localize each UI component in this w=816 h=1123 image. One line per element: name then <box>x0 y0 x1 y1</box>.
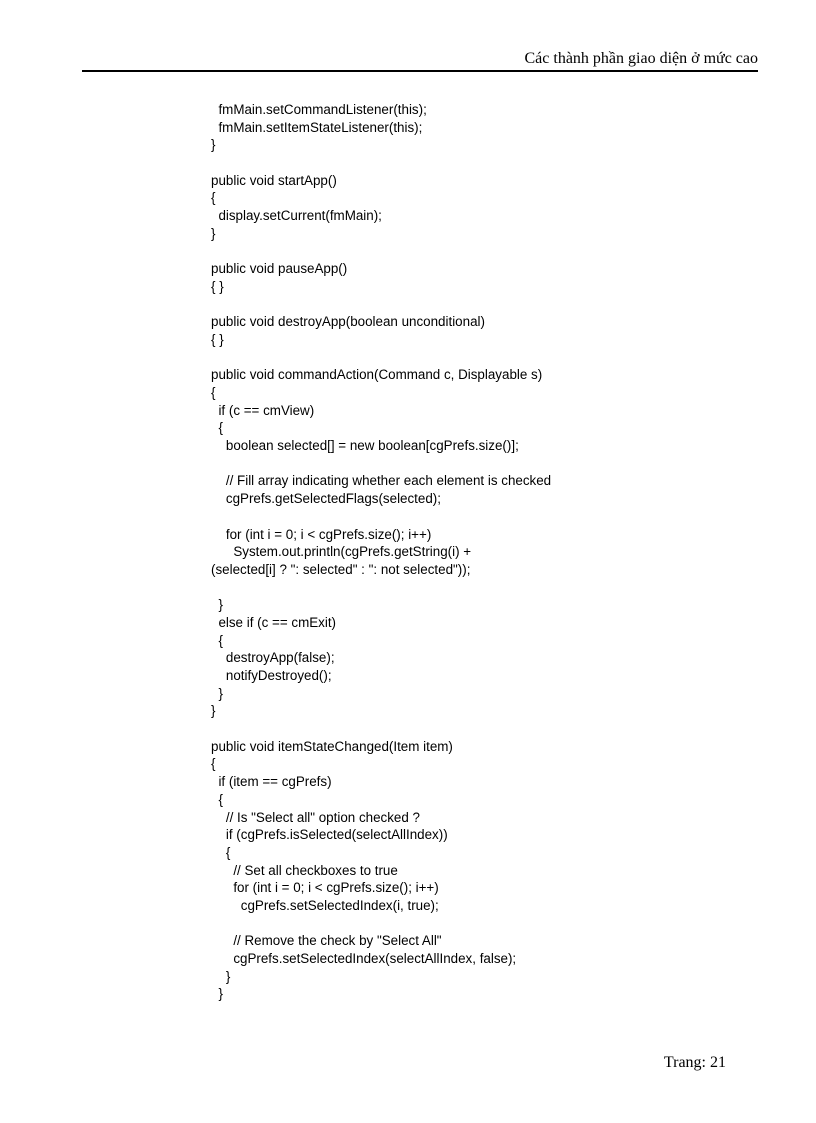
code-line: { <box>211 632 223 648</box>
code-line: public void destroyApp(boolean unconditional) <box>211 314 485 330</box>
code-line: cgPrefs.setSelectedIndex(i, true); <box>211 897 439 913</box>
code-line: for (int i = 0; i < cgPrefs.size(); i++) <box>211 526 432 542</box>
code-line: // Remove the check by "Select All" <box>211 933 442 949</box>
code-listing <box>211 101 771 1003</box>
code-line: fmMain.setCommandListener(this); <box>211 102 427 117</box>
code-line: // Set all checkboxes to true <box>211 862 398 878</box>
code-line: { <box>211 190 216 206</box>
code-line <box>211 296 771 314</box>
code-line: public void startApp() <box>211 172 337 188</box>
page-number: Trang: 21 <box>663 1054 726 1071</box>
code-line: } <box>211 986 223 1002</box>
code-line: { <box>211 420 223 436</box>
code-line: } <box>211 137 216 153</box>
code-line: { <box>211 756 216 772</box>
code-line: for (int i = 0; i < cgPrefs.size(); i++) <box>211 880 439 896</box>
page-header-title: Các thành phần giao diện ở mức cao <box>524 50 758 67</box>
code-line <box>211 508 771 526</box>
code-line <box>211 243 771 261</box>
code-line <box>211 349 771 367</box>
code-line: } <box>211 685 223 701</box>
code-line <box>211 915 771 933</box>
code-line: public void itemStateChanged(Item item) <box>211 738 453 754</box>
code-line: } <box>211 968 231 984</box>
code-line: { <box>211 791 223 807</box>
code-line: boolean selected[] = new boolean[cgPrefs.size()]; <box>211 438 519 454</box>
code-line: destroyApp(false); <box>211 650 335 666</box>
code-line: public void commandAction(Command c, Displayable s) <box>211 367 543 383</box>
code-line: else if (c == cmExit) <box>211 614 337 630</box>
code-line: fmMain.setItemStateListener(this); <box>211 119 423 135</box>
code-line: // Is "Select all" option checked ? <box>211 809 420 825</box>
code-line <box>211 455 771 473</box>
code-line: display.setCurrent(fmMain); <box>211 208 382 224</box>
code-line: { <box>211 385 216 400</box>
code-line: if (item == cgPrefs) <box>211 774 332 790</box>
code-line: { } <box>211 278 224 294</box>
code-line: { <box>211 844 231 860</box>
code-line: // Fill array indicating whether each element is checked <box>211 473 552 489</box>
code-line <box>211 720 771 738</box>
code-line: cgPrefs.getSelectedFlags(selected); <box>211 491 441 507</box>
code-line: if (c == cmView) <box>211 402 315 418</box>
code-line <box>211 579 771 597</box>
code-line: notifyDestroyed(); <box>211 668 332 683</box>
code-line: } <box>211 703 216 719</box>
code-line: cgPrefs.setSelectedIndex(selectAllIndex, false); <box>211 951 517 966</box>
header-divider <box>82 70 758 72</box>
code-line: if (cgPrefs.isSelected(selectAllIndex)) <box>211 827 448 843</box>
code-line: (selected[i] ? ": selected" : ": not selected")); <box>211 561 471 577</box>
code-line: public void pauseApp() <box>211 261 348 277</box>
code-line <box>211 154 771 172</box>
code-line: { } <box>211 331 224 347</box>
code-line: } <box>211 597 223 613</box>
code-line: } <box>211 225 216 241</box>
code-line: System.out.println(cgPrefs.getString(i) + <box>211 544 472 560</box>
